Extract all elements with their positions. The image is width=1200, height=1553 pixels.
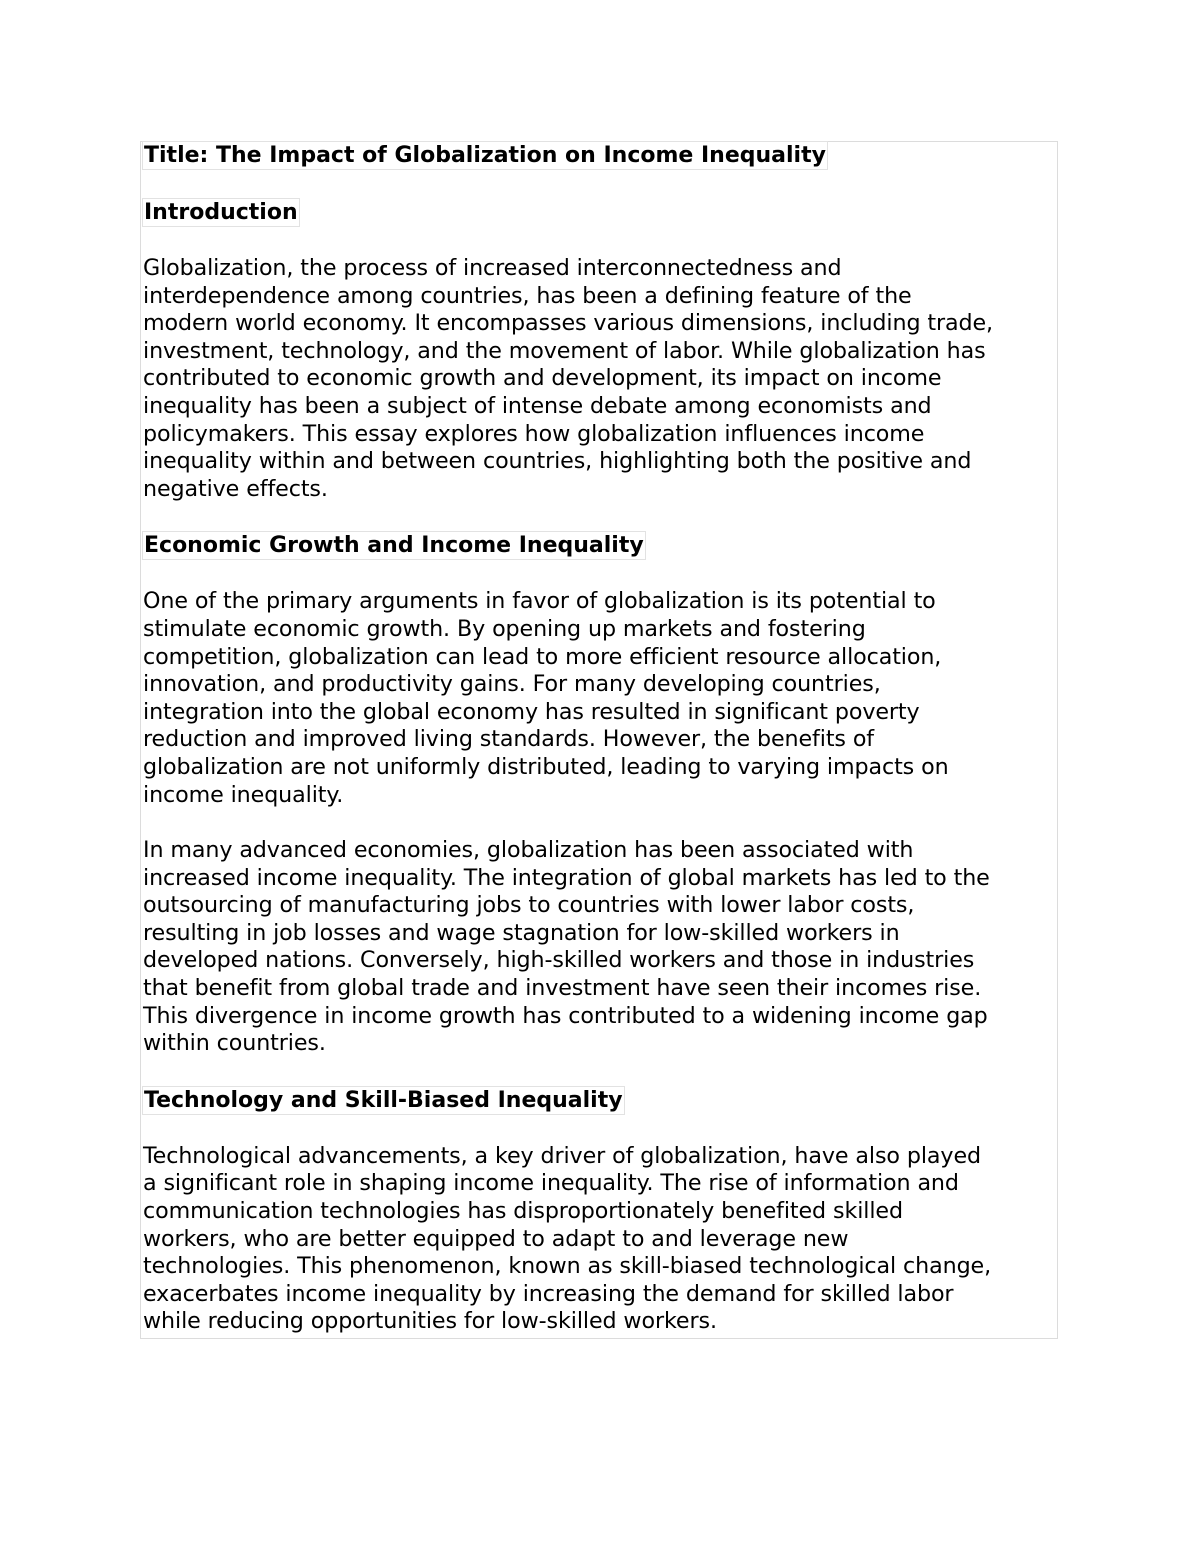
text-line: communication technologies has disproportionately benefited skilled — [143, 1198, 903, 1225]
document-body — [142, 141, 1058, 1336]
text-line: innovation, and productivity gains. For many developing countries, — [143, 671, 881, 698]
text-line: income inequality. — [143, 781, 344, 808]
text-line: increased income inequality. The integration of global markets has led to the — [143, 864, 990, 891]
paragraph-technology — [142, 1143, 1058, 1336]
text-line: outsourcing of manufacturing jobs to countries with lower labor costs, — [143, 892, 915, 919]
text-line: integration into the global economy has resulted in significant poverty — [143, 698, 920, 725]
text-line: inequality has been a subject of intense debate among economists and — [143, 392, 932, 419]
text-line: within countries. — [143, 1030, 326, 1057]
section-heading-introduction: Introduction — [144, 200, 298, 225]
paragraph-economic-growth-1 — [142, 588, 1058, 809]
text-line: workers, who are better equipped to adapt to and leverage new — [143, 1225, 849, 1252]
paragraph-economic-growth-2 — [142, 837, 1058, 1058]
text-line: technologies. This phenomenon, known as skill-biased technological change, — [143, 1253, 992, 1280]
text-line: Technological advancements, a key driver of globalization, have also played — [143, 1142, 981, 1169]
text-line: In many advanced economies, globalization has been associated with — [143, 837, 914, 864]
text-line: reduction and improved living standards. However, the benefits of — [143, 726, 875, 753]
text-line: One of the primary arguments in favor of globalization is its potential to — [143, 588, 936, 615]
text-line: interdependence among countries, has been a defining feature of the — [143, 282, 912, 309]
text-line: developed nations. Conversely, high-skilled workers and those in industries — [143, 947, 975, 974]
text-line: modern world economy. It encompasses various dimensions, including trade, — [143, 310, 993, 337]
text-line: while reducing opportunities for low-skilled workers. — [143, 1308, 717, 1335]
text-line: globalization are not uniformly distributed, leading to varying impacts on — [143, 753, 949, 780]
text-line: Globalization, the process of increased interconnectedness and — [143, 255, 842, 281]
text-line: contributed to economic growth and development, its impact on income — [143, 365, 942, 392]
document-title: Title: The Impact of Globalization on Income Inequality — [144, 143, 826, 168]
text-line: a significant role in shaping income inequality. The rise of information and — [143, 1170, 959, 1197]
paragraph-introduction — [142, 255, 1058, 503]
text-line: This divergence in income growth has contributed to a widening income gap — [143, 1002, 988, 1029]
text-line: inequality within and between countries, highlighting both the positive and — [143, 448, 972, 475]
text-line: stimulate economic growth. By opening up markets and fostering — [143, 615, 866, 642]
text-line: negative effects. — [143, 475, 328, 502]
text-line: investment, technology, and the movement of labor. While globalization has — [143, 337, 986, 364]
text-line: exacerbates income inequality by increasing the demand for skilled labor — [143, 1280, 954, 1307]
section-heading-technology: Technology and Skill-Biased Inequality — [144, 1087, 623, 1113]
text-line: resulting in job losses and wage stagnation for low-skilled workers in — [143, 919, 900, 946]
section-heading-economic-growth: Economic Growth and Income Inequality — [144, 533, 644, 559]
text-line: policymakers. This essay explores how globalization influences income — [143, 420, 925, 447]
text-line: that benefit from global trade and investment have seen their incomes rise. — [143, 975, 982, 1002]
text-line: competition, globalization can lead to more efficient resource allocation, — [143, 643, 942, 670]
